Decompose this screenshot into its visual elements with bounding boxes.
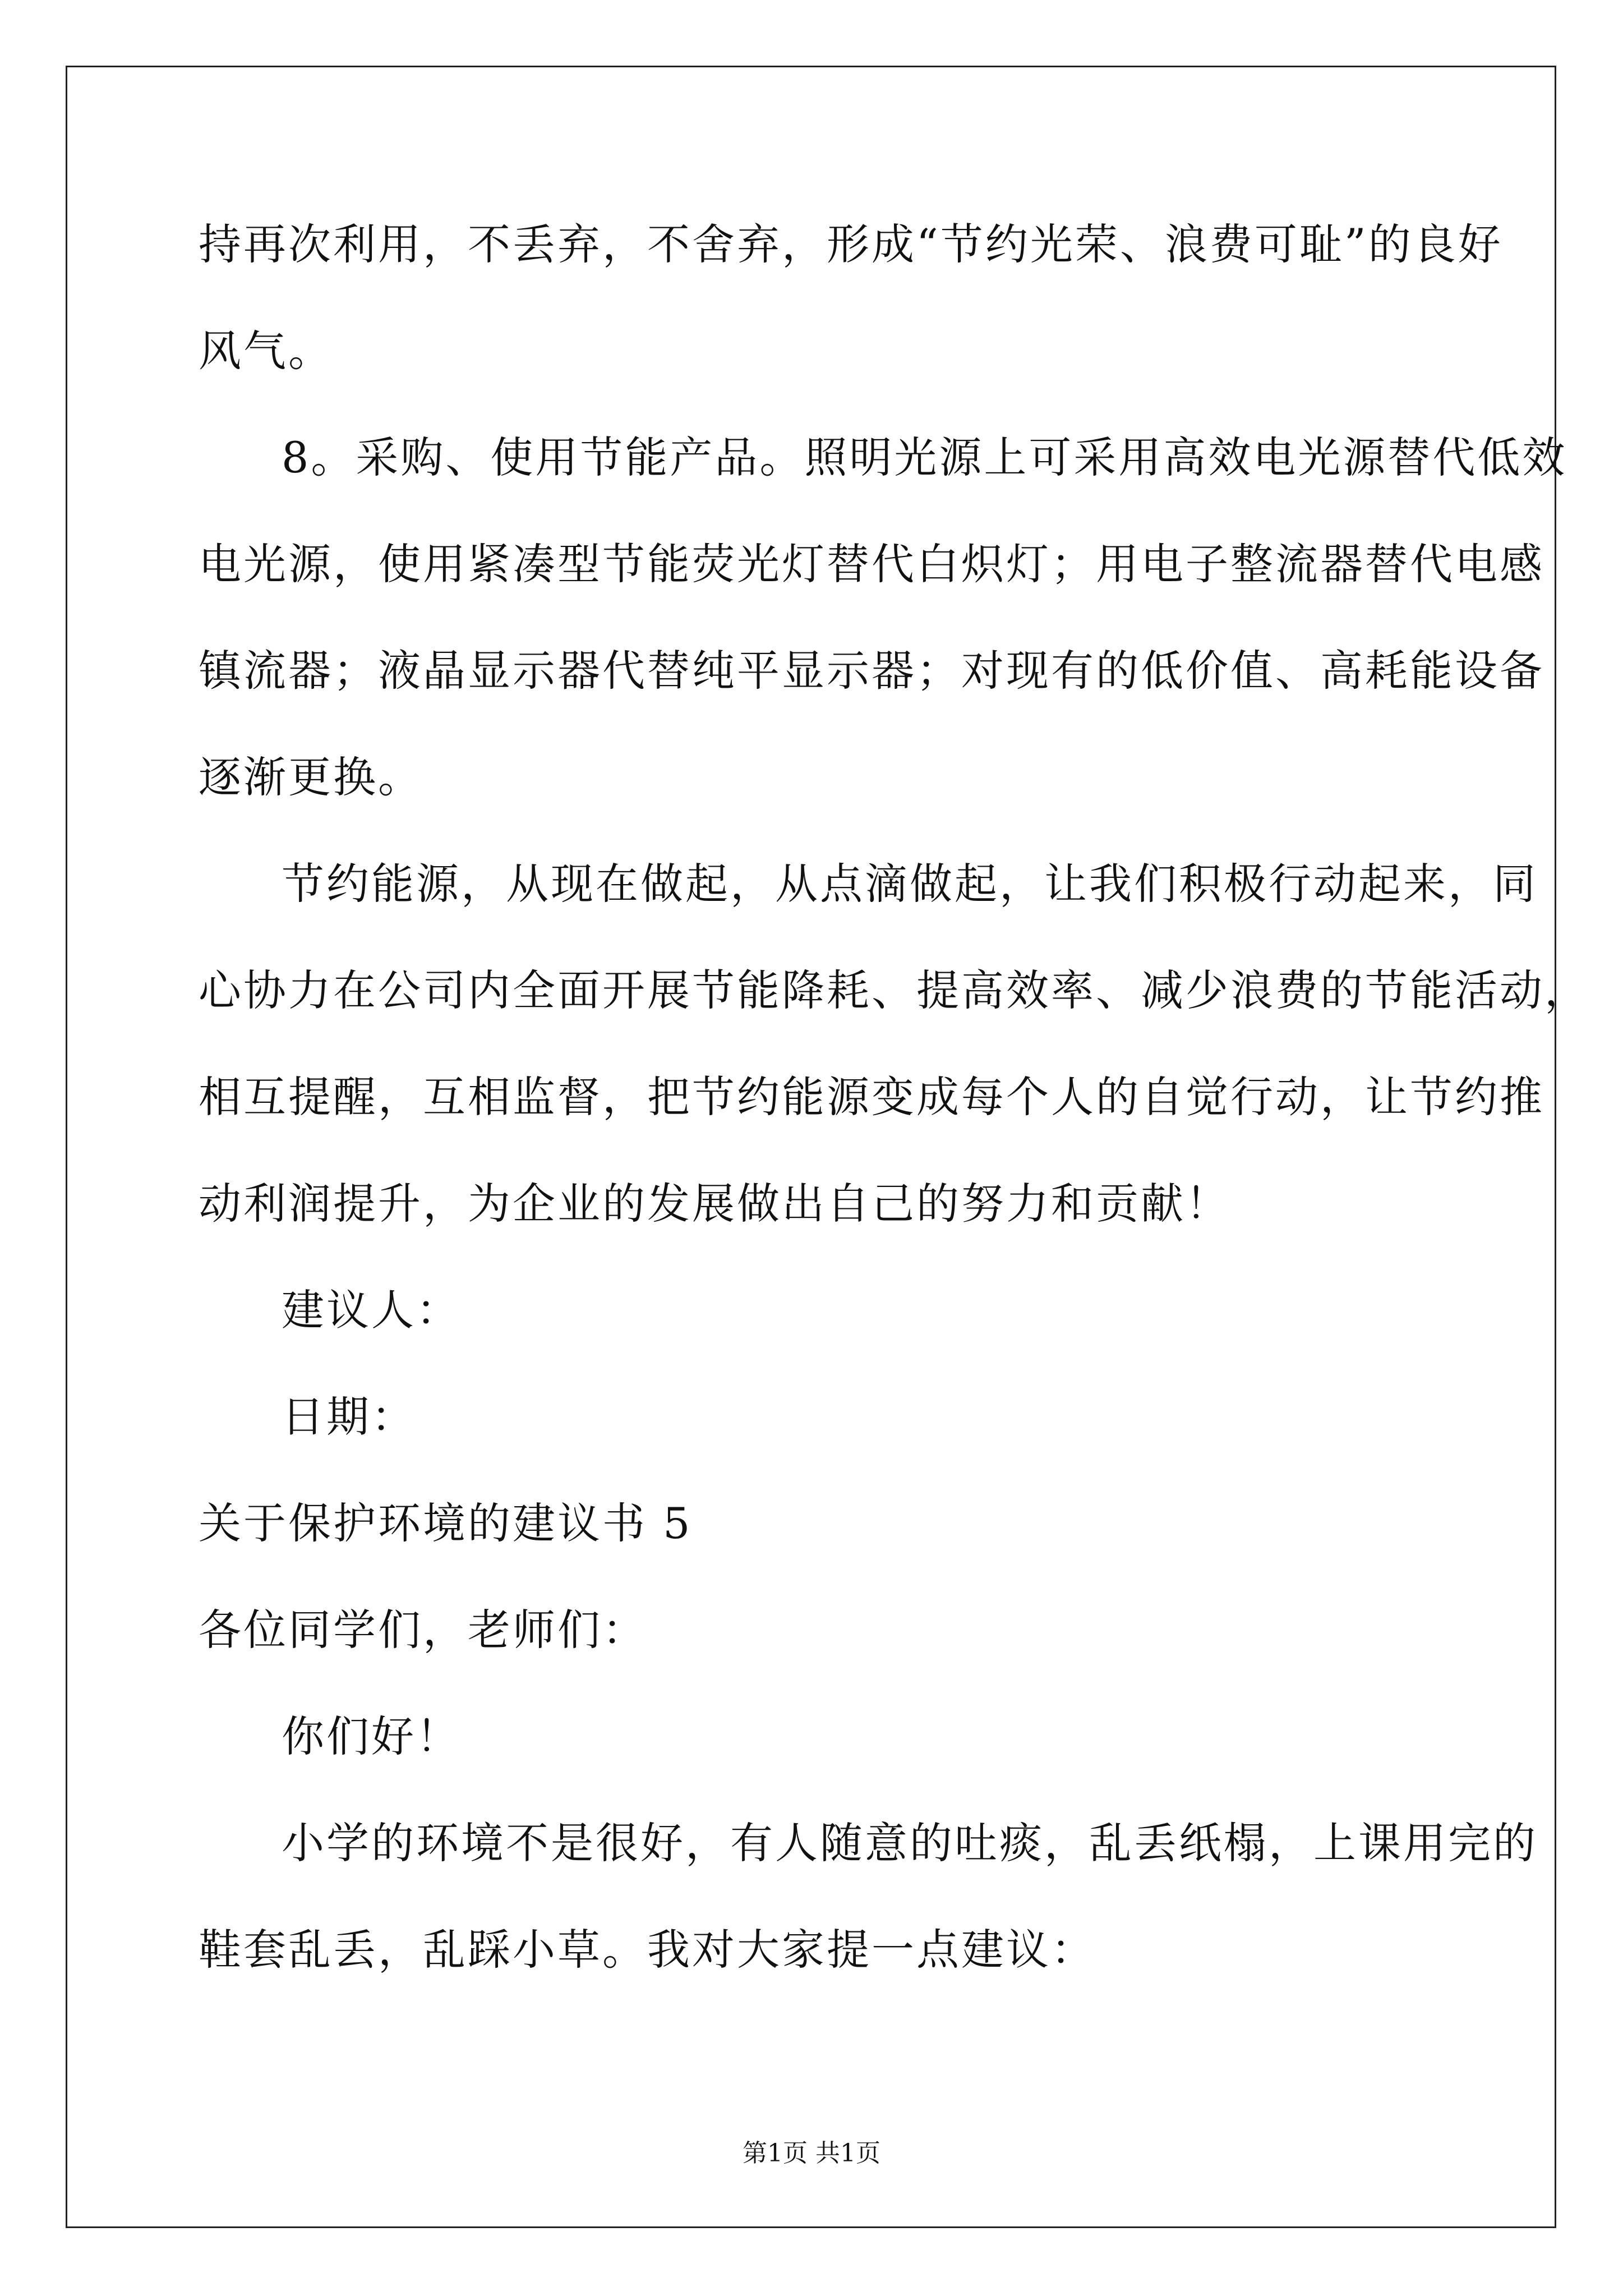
paragraph-line: 鞋套乱丢，乱踩小草。我对大家提一点建议： <box>199 1925 1096 1975</box>
paragraph-line: 镇流器；液晶显示器代替纯平显示器；对现有的低价值、高耗能设备 <box>199 646 1544 696</box>
page-border <box>66 66 1556 2228</box>
date-label: 日期： <box>282 1392 416 1442</box>
paragraph-line: 8。采购、使用节能产品。照明光源上可采用高效电光源替代低效 <box>282 432 1567 482</box>
salutation: 各位同学们，老师们： <box>199 1605 647 1655</box>
paragraph-line: 小学的环境不是很好，有人随意的吐痰，乱丢纸榻，上课用完的 <box>282 1818 1538 1868</box>
paragraph-line: 电光源，使用紧凑型节能荧光灯替代白炽灯；用电子整流器替代电感 <box>199 539 1544 589</box>
page-number-footer: 第1页 共1页 <box>743 2139 880 2168</box>
paragraph-line: 风气。 <box>199 326 333 376</box>
paragraph-line: 相互提醒，互相监督，把节约能源变成每个人的自觉行动，让节约推 <box>199 1072 1544 1122</box>
paragraph-line: 持再次利用，不丢弃，不舍弃，形成“节约光荣、浪费可耻”的良好 <box>199 219 1503 269</box>
paragraph-line: 节约能源，从现在做起，从点滴做起，让我们积极行动起来，同 <box>282 859 1538 909</box>
paragraph-line: 动利润提升，为企业的发展做出自己的努力和贡献！ <box>199 1179 1230 1228</box>
section-title: 关于保护环境的建议书 5 <box>199 1498 693 1548</box>
paragraph-line: 心协力在公司内全面开展节能降耗、提高效率、减少浪费的节能活动， <box>199 965 1589 1015</box>
greeting: 你们好！ <box>282 1711 461 1761</box>
proposer-label: 建议人： <box>282 1285 461 1335</box>
paragraph-line: 逐渐更换。 <box>199 752 423 802</box>
